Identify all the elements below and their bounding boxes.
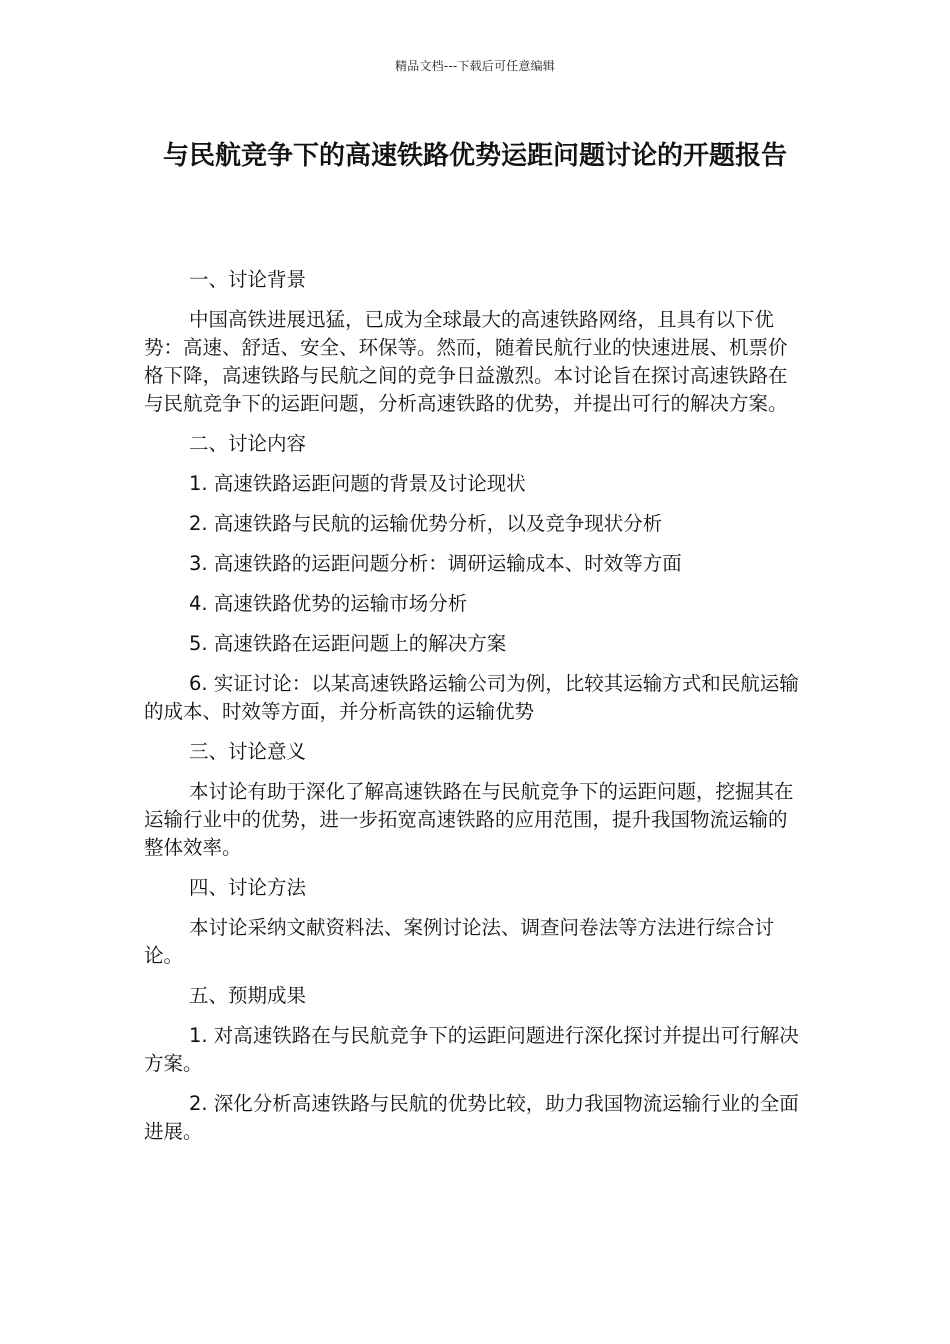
- section-heading-background: 一、讨论背景: [189, 268, 307, 291]
- section-heading-significance: 三、讨论意义: [189, 740, 307, 763]
- document-title: 与民航竞争下的高速铁路优势运距问题讨论的开题报告: [162, 141, 787, 171]
- list-item: 1. 对高速铁路在与民航竞争下的运距问题进行深化探讨并提出可行解决方案。: [144, 1024, 799, 1075]
- header-note: 精品文档---下载后可任意编辑: [395, 59, 555, 73]
- section-heading-method: 四、讨论方法: [189, 876, 307, 899]
- list-item: 2. 深化分析高速铁路与民航的优势比较，助力我国物流运输行业的全面进展。: [144, 1092, 799, 1143]
- document-body: [144, 266, 799, 1158]
- list-item: 4. 高速铁路优势的运输市场分析: [189, 592, 468, 615]
- list-item: 5. 高速铁路在运距问题上的解决方案: [189, 632, 507, 655]
- list-item: 6. 实证讨论：以某高速铁路运输公司为例，比较其运输方式和民航运输的成本、时效等方面，并分析高铁的运输优势: [144, 672, 799, 723]
- list-item: 3. 高速铁路的运距问题分析：调研运输成本、时效等方面: [189, 552, 682, 575]
- list-item: 2. 高速铁路与民航的运输优势分析，以及竞争现状分析: [189, 512, 663, 535]
- background-paragraph: 中国高铁进展迅猛，已成为全球最大的高速铁路网络，且具有以下优势：高速、舒适、安全、环保等。然而，随着民航行业的快速进展、机票价格下降，高速铁路与民航之间的竞争日益激烈。本讨论旨在探讨高速铁路在与民航竞争下的运距问题，分析高速铁路的优势，并提出可行的解决方案。: [144, 308, 788, 415]
- method-paragraph: 本讨论采纳文献资料法、案例讨论法、调查问卷法等方法进行综合讨论。: [144, 916, 775, 967]
- significance-paragraph: 本讨论有助于深化了解高速铁路在与民航竞争下的运距问题，挖掘其在运输行业中的优势，进一步拓宽高速铁路的应用范围，提升我国物流运输的整体效率。: [144, 780, 794, 859]
- section-heading-results: 五、预期成果: [189, 984, 307, 1007]
- section-heading-content: 二、讨论内容: [189, 432, 307, 455]
- list-item: 1. 高速铁路运距问题的背景及讨论现状: [189, 472, 526, 495]
